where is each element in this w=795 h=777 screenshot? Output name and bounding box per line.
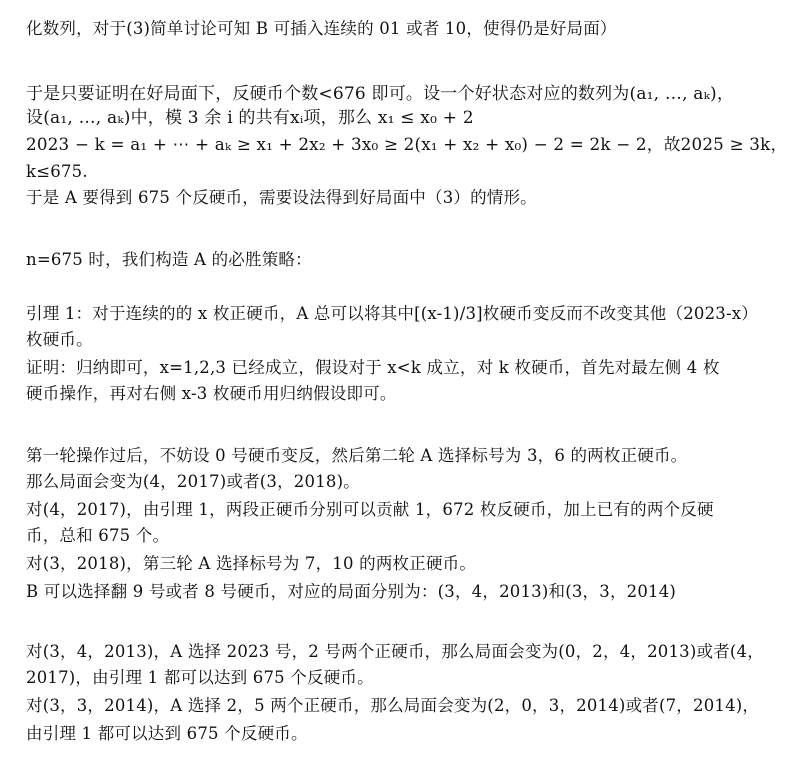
- text-line: 化数列，对于(3)简单讨论可知 B 可插入连续的 01 或者 10，使得仍是好局面）: [26, 19, 617, 38]
- text-line: n=675 时，我们构造 A 的必胜策略：: [26, 250, 312, 269]
- text-line: 于是 A 要得到 675 个反硬币，需要设法得到好局面中（3）的情形。: [26, 188, 537, 207]
- proof-line: 证明：归纳即可，x=1,2,3 已经成立，假设对于 x<k 成立，对 k 枚硬币，首先对最左侧 4 枚: [26, 358, 720, 377]
- text-line: 对(3，4，2013)，A 选择 2023 号，2 号两个正硬币，那么局面会变为(0，2，4，2013)或者(4，: [26, 642, 764, 661]
- lemma-line: 引理 1：对于连续的的 x 枚正硬币，A 总可以将其中[(x-1)/3]枚硬币变反而不改变其他（2023-x）: [26, 304, 758, 323]
- text-line: 币，总和 675 个。: [26, 526, 170, 545]
- text-line: 2017)，由引理 1 都可以达到 675 个反硬币。: [26, 668, 374, 687]
- text-line: 于是只要证明在好局面下，反硬币个数<676 即可。设一个好状态对应的数列为(a₁, …, aₖ)，: [26, 84, 735, 104]
- text-line: B 可以选择翻 9 号或者 8 号硬币，对应的局面分别为：(3，4，2013)和(3，3，2014): [26, 582, 677, 601]
- text-line: 由引理 1 都可以达到 675 个反硬币。: [26, 724, 308, 743]
- text-line: 设(a₁, …, aₖ)中，模 3 余 i 的共有xᵢ项，那么 x₁ ≤ x₀ + 2: [26, 108, 474, 128]
- text-line: 对(3，3，2014)，A 选择 2，5 两个正硬币，那么局面会变为(2，0，3，2014)或者(7，2014)，: [26, 696, 760, 715]
- formula-line: 2023 − k = a₁ + ⋯ + aₖ ≥ x₁ + 2x₂ + 3x₀ ≥ 2(x₁ + x₂ + x₀) − 2 = 2k − 2，故2025 ≥ 3k，: [26, 134, 788, 154]
- text-line: 对(3，2018)，第三轮 A 选择标号为 7，10 的两枚正硬币。: [26, 554, 477, 573]
- text-line: 那么局面会变为(4，2017)或者(3，2018)。: [26, 472, 360, 491]
- text-line: 第一轮操作过后，不妨设 0 号硬币变反，然后第二轮 A 选择标号为 3，6 的两枚正硬币。: [26, 446, 688, 465]
- proof-line: 硬币操作，再对右侧 x-3 枚硬币用归纳假设即可。: [26, 384, 397, 403]
- text-line: 对(4，2017)，由引理 1，两段正硬币分别可以贡献 1，672 枚反硬币，加上已有的两个反硬: [26, 500, 714, 519]
- text-line: k≤675.: [26, 162, 88, 181]
- lemma-line: 枚硬币。: [26, 330, 93, 349]
